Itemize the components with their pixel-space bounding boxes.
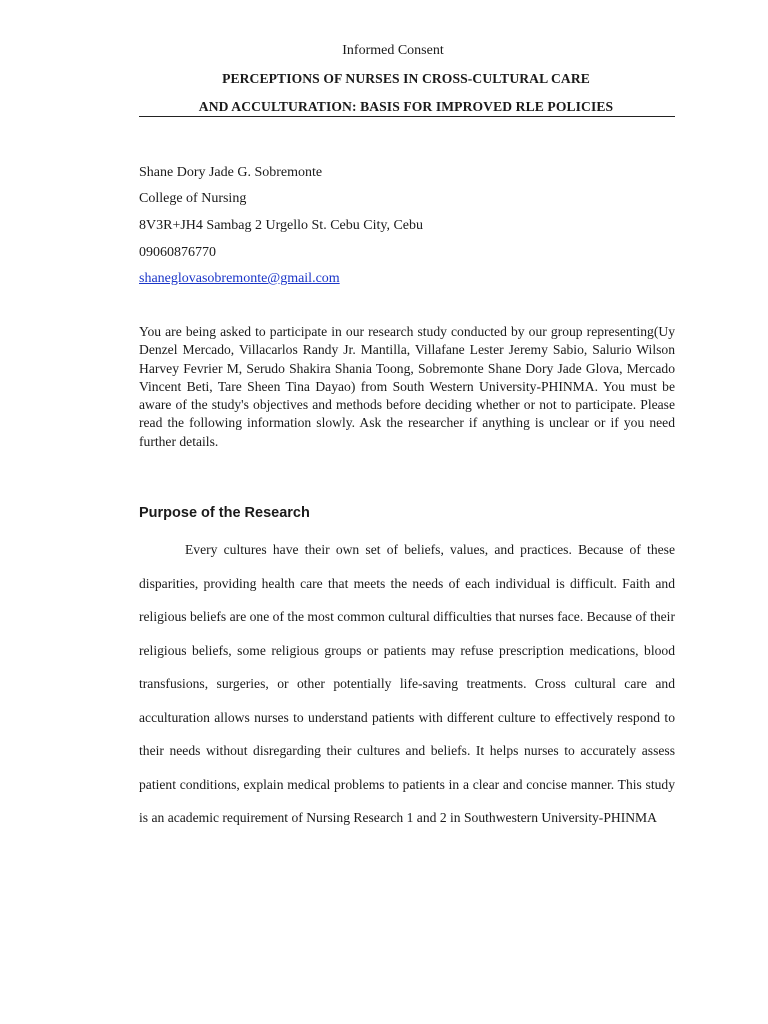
intro-paragraph: You are being asked to participate in our research study conducted by our group representing(Uy Denzel Mercado, Villacarlos Randy Jr. Mantilla, Villafane Lester Jeremy Sabio, Salurio Wilson Harvey Fevrier M, Serudo Shakira Shania Toong, Sobremonte Shane Dory Jade Glova, Mercado Vincent Beti, Tare Sheen Tina Dayao) from South Western University-PHINMA. You must be aware of the study's objectives and methods before deciding whether or not to participate. Please read the following information slowly. Ask the researcher if anything is unclear or if you need further details. [139, 324, 675, 449]
author-address: 8V3R+JH4 Sambag 2 Urgello St. Cebu City, Cebu [139, 218, 424, 233]
title-divider [139, 116, 675, 117]
purpose-paragraph: Every cultures have their own set of beliefs, values, and practices. Because of these disparities, providing health care that meets the needs of each individual is difficult. Faith and religious beliefs are one of the most common cultural difficulties that nurses face. Because of their religious beliefs, some religious groups or patients may refuse prescription medications, blood transfusions, surgeries, or other potentially life-saving treatments. Cross cultural care and acculturation allows nurses to understand patients with different culture to effectively respond to their needs without disregarding their cultures and beliefs. It helps nurses to accurately assess patient conditions, explain medical problems to patients in a clear and concise manner. This study is an academic requirement of Nursing Research 1 and 2 in Southwestern University-PHINMA [139, 542, 675, 825]
document-title-line-2: AND ACCULTURATION: BASIS FOR IMPROVED RLE POLICIES [198, 99, 614, 114]
author-email-link[interactable]: shaneglovasobremonte@gmail.com [139, 271, 340, 286]
author-phone: 09060876770 [139, 245, 216, 260]
purpose-heading: Purpose of the Research [139, 505, 310, 521]
document-label: Informed Consent [342, 43, 444, 58]
author-college: College of Nursing [139, 191, 247, 206]
document-title-line-1: PERCEPTIONS OF NURSES IN CROSS-CULTURAL CARE [222, 71, 590, 86]
author-name: Shane Dory Jade G. Sobremonte [139, 165, 323, 180]
